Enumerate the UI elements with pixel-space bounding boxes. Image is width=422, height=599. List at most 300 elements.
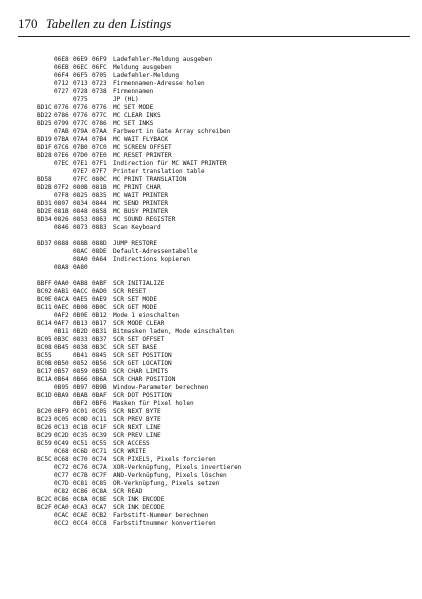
description: SCR SET MODE (113, 296, 158, 303)
table-row (37, 328, 417, 336)
table-row (37, 416, 417, 424)
description: MC WAIT PRINTER (113, 192, 169, 199)
address-v2: 0BAB (73, 392, 88, 399)
page-number: 170 (18, 16, 38, 31)
table-row (37, 64, 417, 72)
table-row (37, 336, 417, 344)
address-v3: 0863 (92, 216, 107, 223)
table-row (37, 256, 417, 264)
address-v3: 0B5D (92, 368, 107, 375)
table-row (37, 152, 417, 160)
address-v3: 0B9B (92, 384, 107, 391)
table-row (37, 184, 417, 192)
address-v3: 0845 (92, 352, 107, 359)
address-v2: 088B (73, 240, 88, 247)
address-v2: 0C81 (73, 480, 88, 487)
table-row (37, 232, 417, 240)
address-v2: 0C51 (73, 440, 88, 447)
jumpblock-address: BC14 (37, 320, 52, 327)
address-v1: 06F4 (54, 72, 69, 79)
address-v3: 0B56 (92, 360, 107, 367)
address-v1: 0BF9 (54, 408, 69, 415)
address-v1: 0C13 (54, 424, 69, 431)
jumpblock-address: BD25 (37, 120, 52, 127)
description: MC SEND PRINTER (113, 200, 169, 207)
address-v1: 07EC (54, 160, 69, 167)
description: MC BUSY PRINTER (113, 208, 169, 215)
jumpblock-address: BC55 (37, 352, 52, 359)
description: SCR WRITE (113, 448, 147, 455)
description: Firmennamen (113, 88, 154, 95)
address-v3: 0844 (92, 200, 107, 207)
table-row (37, 464, 417, 472)
table-row (37, 192, 417, 200)
address-v2: 0848 (73, 208, 88, 215)
table-row (37, 312, 417, 320)
jumpblock-address: BC0E (37, 296, 52, 303)
table-row (37, 224, 417, 232)
address-v3: 0723 (92, 80, 107, 87)
address-v3: 081B (92, 184, 107, 191)
address-v1: 0C86 (54, 496, 69, 503)
description: SCR READ (113, 488, 143, 495)
table-row (37, 304, 417, 312)
address-v2: 07D0 (73, 152, 88, 159)
table-row (37, 496, 417, 504)
table-row (37, 352, 417, 360)
address-v1: 0807 (54, 200, 69, 207)
table-row (37, 320, 417, 328)
jumpblock-address: BC5C (37, 456, 52, 463)
address-v1: 0AF2 (54, 312, 69, 319)
description: SCR INK ENCODE (113, 496, 165, 503)
address-v3: 0705 (92, 72, 107, 79)
address-v3: 0835 (92, 192, 107, 199)
description: Window-Parameter berechnen (113, 384, 209, 391)
address-v3: 0B12 (92, 312, 107, 319)
address-v1: 0712 (54, 80, 69, 87)
address-v1: 0B95 (54, 384, 69, 391)
description: SCR SET OFFSET (113, 336, 165, 343)
jumpblock-address: BC02 (37, 288, 52, 295)
address-v1: 0B45 (54, 344, 69, 351)
description: SCR MODE CLEAR (113, 320, 165, 327)
address-v2: 0873 (73, 224, 88, 231)
address-v3: 0CB2 (92, 512, 107, 519)
description: Bitmasken laden, Mode einschalten (113, 328, 235, 335)
table-row (37, 264, 417, 272)
address-v3: 07B4 (92, 136, 107, 143)
description: OR-Verknüpfung, Pixels setzen (113, 480, 220, 487)
address-v2: 0C70 (73, 456, 88, 463)
description: Ladefehler-Meldung (113, 72, 180, 79)
address-v3: 0B17 (92, 320, 107, 327)
address-v2: 0728 (73, 88, 88, 95)
table-row (37, 96, 417, 104)
address-v1: 07C6 (54, 144, 69, 151)
description: MC CLEAR INKS (113, 112, 161, 119)
address-v2: 0CA3 (73, 504, 88, 511)
description: Default-Adressentabelle (113, 248, 198, 255)
address-v2: 0838 (73, 344, 88, 351)
address-v1: 07F8 (54, 192, 69, 199)
address-v3: 0738 (92, 88, 107, 95)
address-v1: 0776 (54, 104, 69, 111)
address-v3: 0C8A (92, 488, 107, 495)
address-v3: 07AA (92, 128, 107, 135)
description: Farbstiftnummer konvertieren (113, 520, 216, 527)
address-v3: 0AD0 (92, 288, 107, 295)
table-row (37, 504, 417, 512)
address-v2: 0833 (73, 336, 88, 343)
description: Printer translation table (113, 168, 205, 175)
address-v1: 0786 (54, 112, 69, 119)
description: Mode 1 einschalten (113, 312, 180, 319)
address-v2: 0C8A (73, 496, 88, 503)
address-v1: 0CAC (54, 512, 69, 519)
address-v3: 0C74 (92, 456, 107, 463)
address-v3: 07E0 (92, 152, 107, 159)
jumpblock-address: BD37 (37, 240, 52, 247)
address-v1: 0846 (54, 224, 69, 231)
address-v3: 07F7 (92, 168, 107, 175)
listing-table (37, 56, 417, 528)
table-row (37, 456, 417, 464)
address-v1: 0C2D (54, 432, 69, 439)
description: SCR SET BASE (113, 344, 158, 351)
address-v2: 0825 (73, 192, 88, 199)
jumpblock-address: BC26 (37, 424, 52, 431)
description: MC SET MODE (113, 104, 154, 111)
address-v2: 06E9 (73, 56, 88, 63)
table-row (37, 144, 417, 152)
jumpblock-address: BC1A (37, 376, 52, 383)
address-v3: 0C05 (92, 408, 107, 415)
address-v2: 0B13 (73, 320, 88, 327)
address-v3: 0C7A (92, 464, 107, 471)
address-v1: 0826 (54, 216, 69, 223)
address-v2: 0ACC (73, 288, 88, 295)
address-v2: 0776 (73, 104, 88, 111)
address-v2: 0C7B (73, 472, 88, 479)
address-v1: 06E8 (54, 56, 69, 63)
description: SCR CHAR LIMITS (113, 368, 169, 375)
address-v2: 0C01 (73, 408, 88, 415)
address-v3: 0B3C (92, 344, 107, 351)
table-row (37, 120, 417, 128)
description: Firmennamen-Adresse holen (113, 80, 205, 87)
address-v2: 0AB8 (73, 280, 88, 287)
address-v2: 0C76 (73, 464, 88, 471)
address-v2: 0C86 (73, 488, 88, 495)
address-v1: 0C68 (54, 456, 69, 463)
table-row (37, 104, 417, 112)
address-v3: 0786 (92, 120, 107, 127)
address-v2: 06EC (73, 64, 88, 71)
description: SCR INK DECODE (113, 504, 165, 511)
address-v1: 081B (54, 208, 69, 215)
jumpblock-address: BC08 (37, 344, 52, 351)
address-v1: 07AB (54, 128, 69, 135)
address-v2: 0775 (73, 96, 88, 103)
jumpblock-address: BC2F (37, 504, 52, 511)
address-v3: 0883 (92, 224, 107, 231)
description: MC SCREEN OFFSET (113, 144, 172, 151)
table-row (37, 488, 417, 496)
address-v2: 0C35 (73, 432, 88, 439)
address-v3: 0858 (92, 208, 107, 215)
address-v2: 0834 (73, 200, 88, 207)
table-row (37, 296, 417, 304)
address-v2: 07E1 (73, 160, 88, 167)
description: Scan Keyboard (113, 224, 161, 231)
jumpblock-address: BD34 (37, 216, 52, 223)
address-v1: 07BA (54, 136, 69, 143)
description: Indirections kopieren (113, 256, 191, 263)
address-v2: 08AC (73, 248, 88, 255)
description: SCR PREV LINE (113, 432, 161, 439)
description: SCR CHAR POSITION (113, 376, 176, 383)
address-v2: 06F5 (73, 72, 88, 79)
address-v2: 0852 (73, 360, 88, 367)
address-v3: 0C8E (92, 496, 107, 503)
address-v1: 0AEC (54, 304, 69, 311)
table-row (37, 360, 417, 368)
address-v3: 0B6A (92, 376, 107, 383)
table-row (37, 216, 417, 224)
description: MC RESET PRINTER (113, 152, 172, 159)
description: MC SET INKS (113, 120, 154, 127)
address-v1: 0AB1 (54, 288, 69, 295)
jumpblock-address: BBFF (37, 280, 52, 287)
address-v2: 0C6D (73, 448, 88, 455)
jumpblock-address: BC05 (37, 336, 52, 343)
address-v3: 0C85 (92, 480, 107, 487)
address-v3: 0C71 (92, 448, 107, 455)
address-v2: 077C (73, 120, 88, 127)
address-v1: 0AF7 (54, 320, 69, 327)
description: SCR PREV BYTE (113, 416, 161, 423)
address-v3: 0B0C (92, 304, 107, 311)
address-v2: 07FC (73, 176, 88, 183)
address-v2: 07E7 (73, 168, 88, 175)
address-v2: 0CC4 (73, 520, 88, 527)
address-v3: 088D (92, 240, 107, 247)
table-row (37, 400, 417, 408)
address-v3: 0BAF (92, 392, 107, 399)
description: Indirection für MC WAIT PRINTER (113, 160, 227, 167)
table-row (37, 112, 417, 120)
address-v3: 077C (92, 112, 107, 119)
address-v1: 0C7D (54, 480, 69, 487)
description: Farbwert in Gate Array schreiben (113, 128, 231, 135)
address-v1: 0C49 (54, 440, 69, 447)
table-row (37, 168, 417, 176)
address-v1: 0B11 (54, 328, 69, 335)
address-v1: 0B50 (54, 360, 69, 367)
address-v3: 0C55 (92, 440, 107, 447)
jumpblock-address: BC17 (37, 368, 52, 375)
description: SCR PIXELS, Pixels forcieren (113, 456, 216, 463)
jumpblock-address: BD31 (37, 200, 52, 207)
table-row (37, 136, 417, 144)
address-v1: 0C68 (54, 448, 69, 455)
address-v3: 0C1F (92, 424, 107, 431)
table-row (37, 472, 417, 480)
table-row (37, 408, 417, 416)
address-v1: 0C72 (54, 464, 69, 471)
table-row (37, 520, 417, 528)
description: SCR SET POSITION (113, 352, 172, 359)
description: JP (HL) (113, 96, 139, 103)
table-row (37, 88, 417, 96)
address-v2: 0B66 (73, 376, 88, 383)
table-row (37, 376, 417, 384)
description: SCR GET MODE (113, 304, 158, 311)
description: AND-Verknüpfung, Pixels löschen (113, 472, 227, 479)
address-v2: 0B97 (73, 384, 88, 391)
address-v2: 08A0 (73, 256, 88, 263)
jumpblock-address: BD1F (37, 144, 52, 151)
address-v1: 0B64 (54, 376, 69, 383)
address-v3: 0A64 (92, 256, 107, 263)
jumpblock-address: BD2E (37, 208, 52, 215)
address-v2: 0859 (73, 368, 88, 375)
jumpblock-address: BC11 (37, 304, 52, 311)
address-v1: 0C77 (54, 472, 69, 479)
table-row (37, 480, 417, 488)
address-v2: 0B2D (73, 328, 88, 335)
table-row (37, 384, 417, 392)
table-row (37, 80, 417, 88)
address-v3: 0AE9 (92, 296, 107, 303)
table-row (37, 208, 417, 216)
jumpblock-address: BD19 (37, 136, 52, 143)
address-v2: 0BF2 (73, 400, 88, 407)
table-row (37, 272, 417, 280)
jumpblock-address: BC0B (37, 360, 52, 367)
table-row (37, 176, 417, 184)
table-row (37, 424, 417, 432)
address-v2: 080B (73, 184, 88, 191)
address-v3: 0CA7 (92, 504, 107, 511)
address-v3: 08DE (92, 248, 107, 255)
address-v2: 0AE5 (73, 296, 88, 303)
table-row (37, 160, 417, 168)
address-v2: 079A (73, 128, 88, 135)
description: SCR DOT POSITION (113, 392, 172, 399)
address-v1: 0799 (54, 120, 69, 127)
address-v2: 07A4 (73, 136, 88, 143)
jumpblock-address: BD22 (37, 112, 52, 119)
description: SCR GET LOCATION (113, 360, 172, 367)
address-v2: 0CAE (73, 512, 88, 519)
description: Masken für Pixel holen (113, 400, 194, 407)
table-row (37, 72, 417, 80)
address-v2: 0B0E (73, 312, 88, 319)
table-row (37, 280, 417, 288)
page-header (18, 16, 408, 32)
address-v1: 06EB (54, 64, 69, 71)
address-v1: 0C05 (54, 416, 69, 423)
table-row (37, 200, 417, 208)
jumpblock-address: BD2B (37, 184, 52, 191)
address-v3: 06FC (92, 64, 107, 71)
address-v1: 0727 (54, 88, 69, 95)
jumpblock-address: BC59 (37, 440, 52, 447)
address-v1: 07F2 (54, 184, 69, 191)
jumpblock-address: BC1D (37, 392, 52, 399)
table-row (37, 440, 417, 448)
description: MC PRINT CHAR (113, 184, 161, 191)
table-row (37, 448, 417, 456)
address-v3: 07F1 (92, 160, 107, 167)
table-row (37, 56, 417, 64)
address-v1: 0ACA (54, 296, 69, 303)
address-v3: 0B37 (92, 336, 107, 343)
address-v2: 0C1B (73, 424, 88, 431)
address-v1: 08A8 (54, 264, 69, 271)
address-v2: 0A80 (73, 264, 88, 271)
table-row (37, 512, 417, 520)
address-v2: 0853 (73, 216, 88, 223)
address-v2: 0B41 (73, 352, 88, 359)
address-v1: 0B3C (54, 336, 69, 343)
address-v3: 0C7F (92, 472, 107, 479)
address-v2: 07B0 (73, 144, 88, 151)
jumpblock-address: BD58 (37, 176, 52, 183)
table-row (37, 432, 417, 440)
address-v3: 0C11 (92, 416, 107, 423)
address-v3: 0CC8 (92, 520, 107, 527)
description: SCR ACCESS (113, 440, 150, 447)
address-v1: 0CC2 (54, 520, 69, 527)
table-row (37, 128, 417, 136)
description: Meldung ausgeben (113, 64, 172, 71)
table-row (37, 368, 417, 376)
address-v1: 07E6 (54, 152, 69, 159)
address-v2: 0B08 (73, 304, 88, 311)
description: Farbstift-Nummer berechnen (113, 512, 209, 519)
address-v1: 0BA9 (54, 392, 69, 399)
jumpblock-address: BD1C (37, 104, 52, 111)
jumpblock-address: BD28 (37, 152, 52, 159)
address-v1: 0C82 (54, 488, 69, 495)
description: MC WAIT FLYBACK (113, 136, 169, 143)
address-v1: 0AA0 (54, 280, 69, 287)
description: JUMP RESTORE (113, 240, 158, 247)
address-v3: 0B31 (92, 328, 107, 335)
description: SCR RESET (113, 288, 147, 295)
description: MC PRINT TRANSLATION (113, 176, 187, 183)
address-v3: 0C39 (92, 432, 107, 439)
address-v2: 0C0D (73, 416, 88, 423)
address-v2: 0713 (73, 80, 88, 87)
jumpblock-address: BC29 (37, 432, 52, 439)
table-row (37, 240, 417, 248)
jumpblock-address: BC20 (37, 408, 52, 415)
address-v1: 0CA0 (54, 504, 69, 511)
address-v3: 0ABF (92, 280, 107, 287)
address-v1: 0B57 (54, 368, 69, 375)
description: SCR NEXT LINE (113, 424, 161, 431)
header-rule (18, 36, 410, 37)
description: MC SOUND REGISTER (113, 216, 176, 223)
address-v3: 0776 (92, 104, 107, 111)
address-v3: 07C0 (92, 144, 107, 151)
address-v3: 0BF6 (92, 400, 107, 407)
table-row (37, 392, 417, 400)
